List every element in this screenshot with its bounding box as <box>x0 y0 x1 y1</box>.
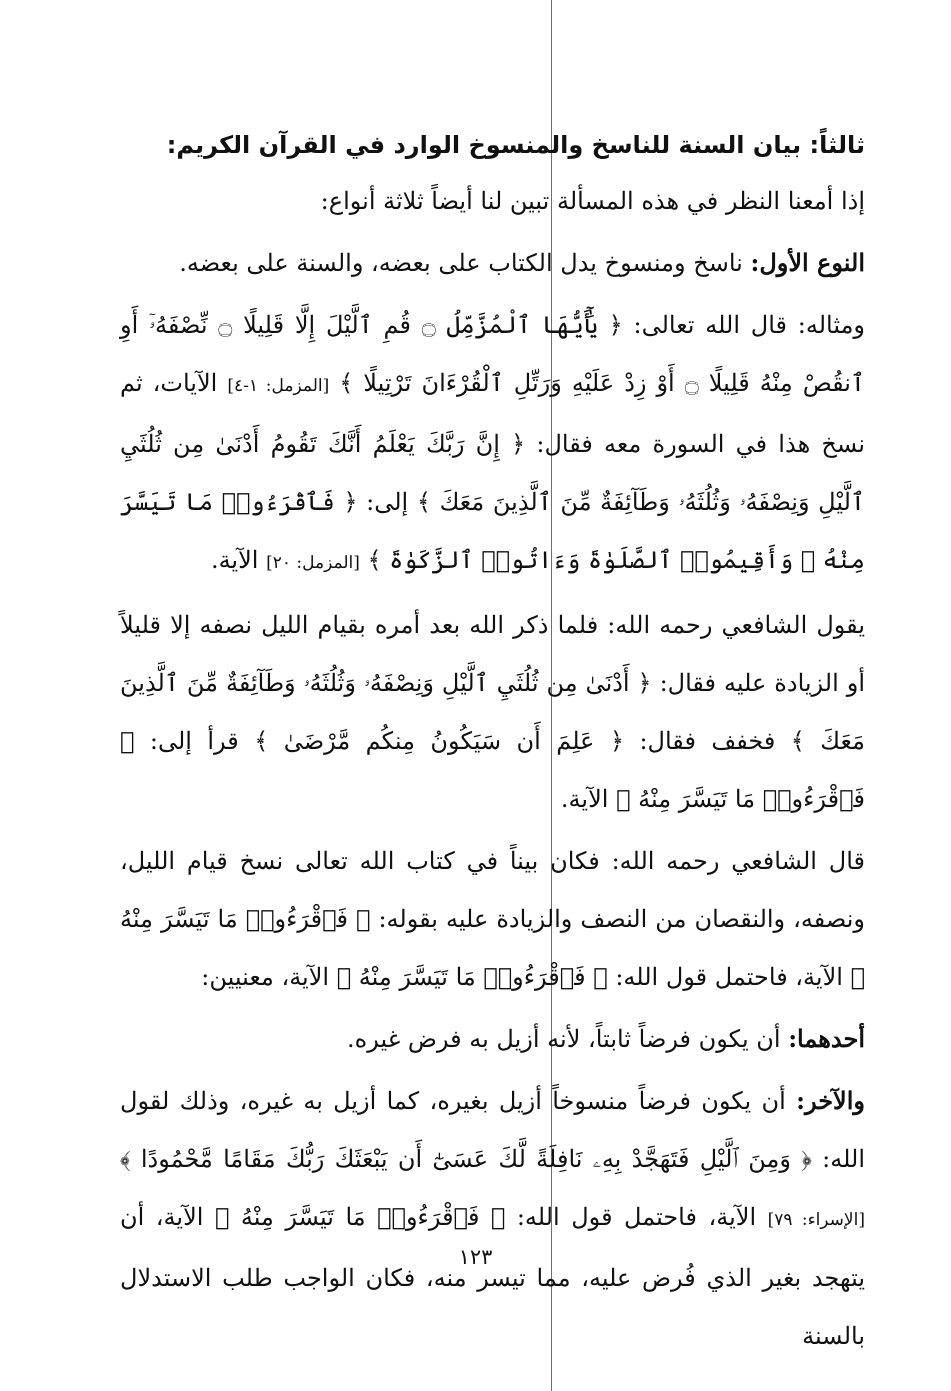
verse-reference: [المزمل: ٢٠] <box>266 553 360 573</box>
second-label: والآخر: <box>796 1086 865 1115</box>
type1-paragraph <box>120 234 865 292</box>
example-to: إلى: <box>366 488 409 516</box>
type1-text: ناسخ ومنسوخ يدل الكتاب على بعضه، والسنة على بعضه. <box>179 249 743 277</box>
type1-label: النوع الأول: <box>750 248 865 277</box>
second-meaning-paragraph <box>120 1072 865 1365</box>
example-tail: الآية. <box>210 546 259 574</box>
quran-verse: ﴿ فَٱقْرَءُوا۟ مَا تَيَسَّرَ مِنْهُ ﴾ <box>214 1203 506 1231</box>
shafii2-mid: الآية، فاحتمل قول الله: <box>615 963 843 991</box>
example-mid: الآيات، ثم نسخ هذا في السورة معه فقال: <box>120 369 865 458</box>
shafii-paragraph-1 <box>120 596 865 828</box>
page-body <box>120 118 865 1369</box>
quran-verse: ﴿ إِنَّ رَبَّكَ يَعْلَمُ أَنَّكَ تَقُومُ أَدْنَىٰ مِن ثُلُثَيِ ٱلَّيْلِ وَنِصْفَهُۥ وَثُلُثَهُۥ وَطَآئِفَةٌ مِّنَ ٱلَّذِينَ مَعَكَ ﴾ <box>120 430 865 516</box>
quran-verse: ﴿ وَمِنَ ٱلَّيْلِ فَتَهَجَّدْ بِهِۦ نَافِلَةً لَّكَ عَسَىٰٓ أَن يَبْعَثَكَ رَبُّكَ مَقَامًا مَّحْمُودًا ﴾ <box>120 1145 812 1173</box>
intro-text: إذا أمعنا النظر في هذه المسألة تبين لنا أيضاً ثلاثة أنواع: <box>320 187 865 215</box>
shafii1-to: قرأ إلى: <box>149 727 239 755</box>
quran-verse: ﴿ فَٱقْرَءُوا۟ مَا تَيَسَّرَ مِنْهُ ﴾ <box>120 727 865 813</box>
quran-verse: ﴿ فَٱقْرَءُوا۟ مَا تَيَسَّرَ مِنْهُ ﴾ <box>336 963 608 991</box>
section-heading: ثالثاً: بيان السنة للناسخ والمنسوخ الوارد في القرآن الكريم: <box>166 131 865 159</box>
verse-reference: [المزمل: ١-٤] <box>227 376 330 396</box>
example-lead: ومثاله: قال الله تعالى: <box>633 311 866 339</box>
intro-paragraph <box>120 172 865 230</box>
quran-verse: ﴿ فَٱقْرَءُوا۟ مَا تَيَسَّرَ مِنْهُ ﴾ <box>120 905 865 991</box>
shafii2-tail: الآية، معنيين: <box>201 963 330 991</box>
second-mid: الآية، فاحتمل قول الله: <box>516 1203 757 1231</box>
first-text: أن يكون فرضاً ثابتاً، لأنه أزيل به فرض غيره. <box>347 1025 781 1053</box>
second-text: أن يكون فرضاً منسوخاً أزيل بغيره، كما أزيل به غيره، وذلك لقول الله: <box>120 1087 865 1173</box>
verse-reference: [الإسراء: ٧٩] <box>767 1210 865 1230</box>
quran-verse: ﴿ عَلِمَ أَن سَيَكُونُ مِنكُم مَّرْضَىٰ ﴾ <box>254 727 625 755</box>
shafii1-lead: يقول الشافعي رحمه الله: فلما ذكر الله بعد أمره بقيام الليل نصفه إلا قليلاً أو الزيادة عليه فقال: <box>120 611 866 697</box>
shafii-paragraph-2 <box>120 832 865 1006</box>
first-label: أحدهما: <box>788 1024 865 1053</box>
shafii1-tail: الآية. <box>560 785 609 813</box>
example-paragraph <box>120 296 865 592</box>
second-tail: الآية، أن يتهجد بغير الذي فُرض عليه، مما تيسر منه، فكان الواجب طلب الاستدلال بالسنة <box>120 1203 865 1350</box>
shafii2-lead: قال الشافعي رحمه الله: فكان بيناً في كتاب الله تعالى نسخ قيام الليل، ونصفه، والنقصان من النصف والزيادة عليه بقوله: <box>120 847 865 933</box>
page-number: ١٢٣ <box>458 1245 493 1269</box>
first-meaning-paragraph <box>120 1010 865 1068</box>
quran-verse: ﴿ فَٱقْرَءُوا۟ مَا تَيَسَّرَ مِنْهُ ۚ وَأَقِيمُوا۟ ٱلصَّلَوٰةَ وَءَاتُوا۟ ٱلزَّكَوٰةَ ﴾ <box>120 488 865 574</box>
quran-verse: ﴿ يَٰٓأَيُّهَا ٱلْمُزَّمِّلُ ۝ قُمِ ٱلَّيْلَ إِلَّا قَلِيلًا ۝ نِّصْفَهُۥٓ أَوِ ٱنقُصْ مِنْهُ قَلِيلًا ۝ أَوْ زِدْ عَلَيْهِ وَرَتِّلِ ٱلْقُرْءَانَ تَرْتِيلًا ﴾ <box>120 311 865 397</box>
quran-verse: ﴿ أَدْنَىٰ مِن ثُلُثَيِ ٱلَّيْلِ وَنِصْفَهُۥ وَثُلُثَهُۥ وَطَآئِفَةٌ مِّنَ ٱلَّذِينَ مَعَكَ ﴾ <box>120 669 865 755</box>
shafii1-mid: فخفف فقال: <box>639 727 776 755</box>
